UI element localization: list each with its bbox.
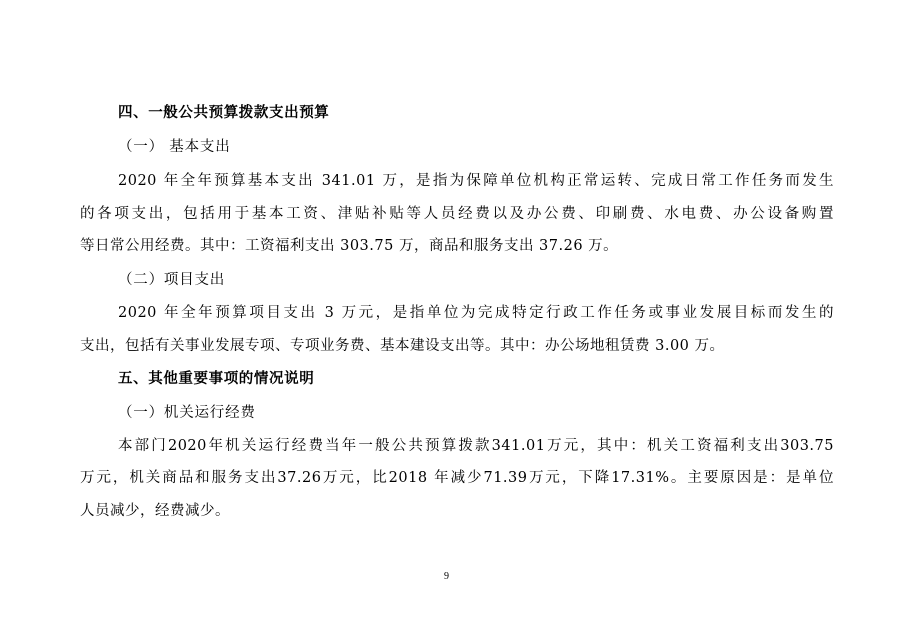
section-4-subsection-1-line-2: 的各项支出，包括用于基本工资、津贴补贴等人员经费以及办公费、印刷费、水电费、办公设备购置 <box>80 206 834 222</box>
section-5-subsection-1-line-3: 人员减少，经费减少。 <box>80 503 230 519</box>
section-4-subsection-1-line-1: 2020 年全年预算基本支出 341.01 万，是指为保障单位机构正常运转、完成日常工作任务而发生 <box>118 173 834 189</box>
section-4-heading: 四、一般公共预算拨款支出预算 <box>118 105 330 121</box>
section-4-subsection-2-line-1: 2020 年全年预算项目支出 3 万元，是指单位为完成特定行政工作任务或事业发展目标而发生的 <box>118 305 834 321</box>
section-5-subsection-1-title: （一）机关运行经费 <box>118 405 256 421</box>
page-number: 9 <box>444 571 449 582</box>
section-4-subsection-2-title: （二）项目支出 <box>118 272 226 288</box>
section-5-heading: 五、其他重要事项的情况说明 <box>118 371 315 387</box>
section-4-subsection-1-line-3: 等日常公用经费。其中：工资福利支出 303.75 万，商品和服务支出 37.26 万。 <box>80 238 619 254</box>
section-5-subsection-1-line-2: 万元，机关商品和服务支出37.26万元，比2018 年减少71.39万元，下降17.31%。主要原因是：是单位 <box>80 470 834 486</box>
section-4-subsection-1-title: （一） 基本支出 <box>118 139 231 155</box>
section-4-subsection-2-line-2: 支出，包括有关事业发展专项、专项业务费、基本建设支出等。其中：办公场地租赁费 3.00 万。 <box>80 338 725 354</box>
section-5-subsection-1-line-1: 本部门2020年机关运行经费当年一般公共预算拨款341.01万元，其中：机关工资福利支出303.75 <box>118 438 834 454</box>
